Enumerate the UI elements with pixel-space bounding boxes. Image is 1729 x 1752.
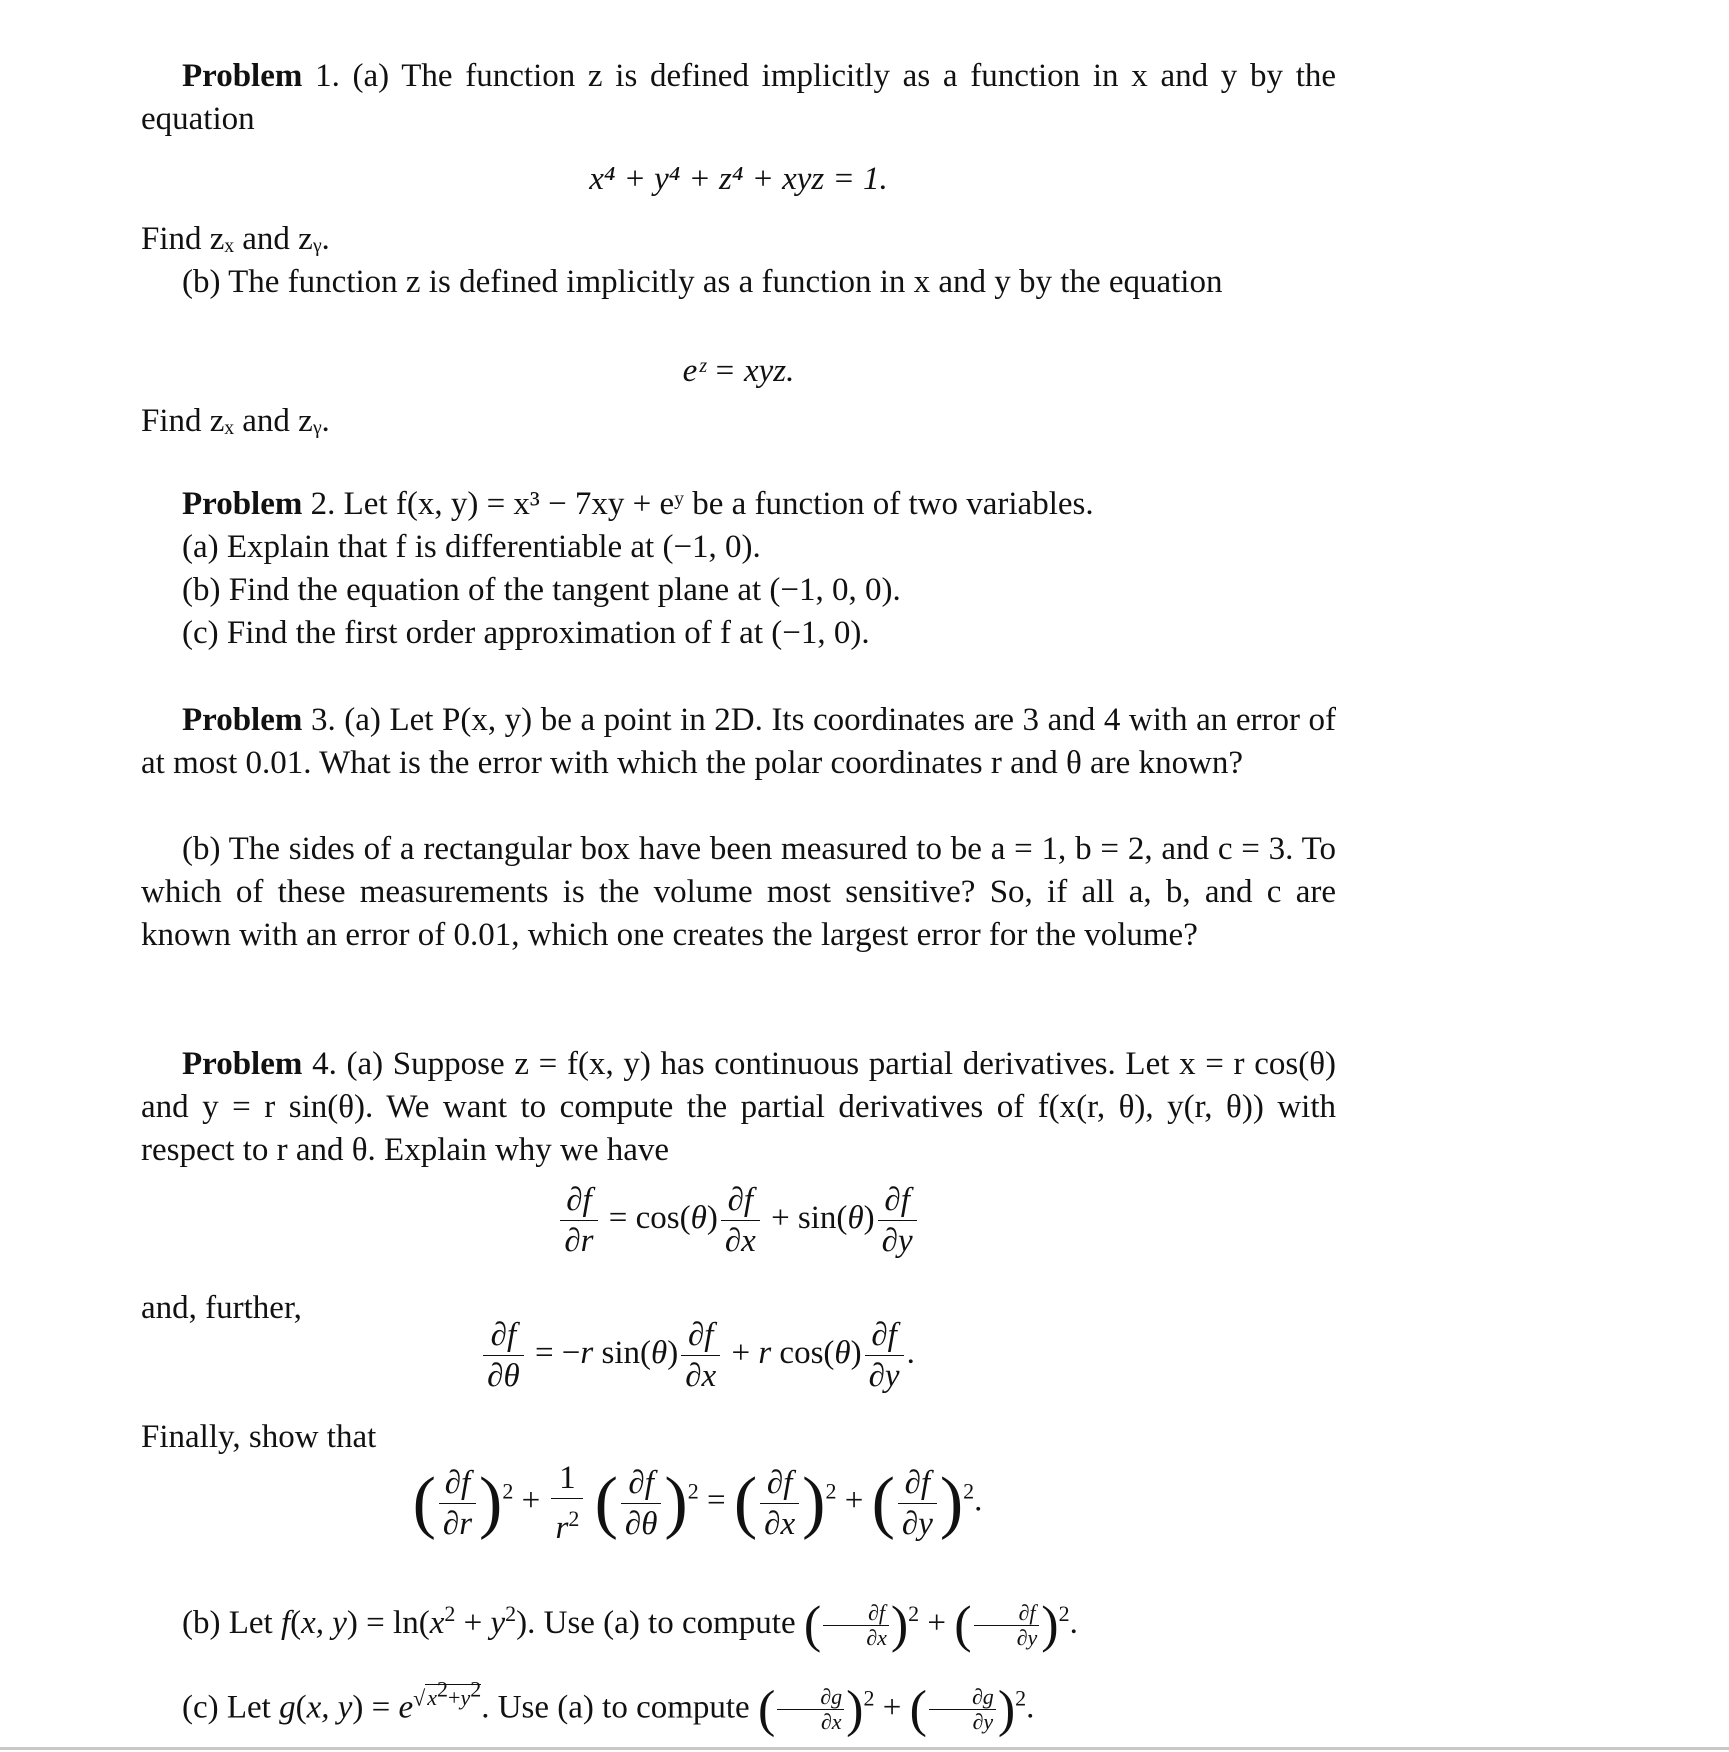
problem1-intro (141, 55, 1336, 141)
problem1-find-a: Find zₓ and zᵧ. (141, 221, 330, 257)
problem4-intro: Problem 4. (a) Suppose z = f(x, y) has continuous partial derivatives. Let x = r cos(θ) and y = r sin(θ). We want to compute the partial derivatives of f(x(r, θ), y(r, θ)) with respect to r and θ. Explain why we have (141, 1046, 1336, 1168)
problem2-part-a: (a) Explain that f is differentiable at (−1, 0). (182, 529, 761, 565)
problem1-find-b: Find zₓ and zᵧ. (141, 403, 330, 439)
problem1-equation-b: eᶻ = xyz. (682, 353, 795, 389)
problem4-equation-2: $\frac{\partial f}{\partial\theta}$ = −r sin(θ) $\frac{\partial f}{\partial x}$ + r cos(θ) $\frac{\partial f}{\partial y}$ . (100, 1315, 1295, 1396)
problem2-number: 2. (310, 486, 336, 522)
problem4-part-b: (b) Let f(x, $y) = \ln(x^2 + y^2)$. Use (a) to compute ( $\frac{\partial f}{\partial x}$ )$^2$ + ( $\frac{\partial f}{\partial y}$ )$^2$. (182, 1596, 1078, 1654)
problem4-number: 4. (312, 1046, 337, 1082)
problem3-part-a: Problem 3. (a) Let P(x, y) be a point in 2D. Its coordinates are 3 and 4 with an error of at most 0.01. What is the error with which the polar coordinates r and θ are known? (141, 702, 1337, 781)
problem1-intro-b: (b) The function z is defined implicitly as a function in x and y by the equation (182, 264, 1223, 300)
problem2-label: Problem (182, 486, 303, 522)
problem3-label: Problem (182, 702, 303, 738)
problem2-part-c: (c) Find the first order approximation of f at (−1, 0). (182, 615, 870, 651)
problem3-part-b: (b) The sides of a rectangular box have been measured to be a = 1, b = 2, and c = 3. To which of these measurements is the volume most sensitive? So, if all a, b, and c are known with an error of 0.01, which one creates the largest error for the volume? (141, 831, 1336, 953)
problem1-label: Problem (182, 58, 303, 94)
bottom-divider (0, 1747, 1729, 1750)
problem3-number: 3. (310, 702, 336, 738)
problem4-finally: Finally, show that (141, 1419, 377, 1455)
problem4-equation-3: ( $\frac{\partial f}{\partial r}$ )$^2$ + $\frac{1}{r^2}$ ( $\frac{\partial f}{\partial\theta}$ )$^2$ = ( $\frac{\partial f}{\partial x}$ )$^2$ + ( $\frac{\partial f}{\partial y}$ )$^2$. (412, 1460, 983, 1546)
problem4-and-further: and, further, (141, 1290, 302, 1326)
problem1-intro-a: (a) The function z is defined implicitly as a function in x and y by the equation (141, 58, 1337, 137)
problem2-intro: Problem 2. Let f(x, y) = x³ − 7xy + eʸ be a function of two variables. (182, 486, 1094, 522)
problem4-part-c: (c) Let g(x, $y) = e^{√x^2+y^2}$. Use (a) to compute ( $\frac{\partial g}{\partial x}$ )$^2$ + ( $\frac{\partial g}{\partial y}$ )$^2$. (182, 1677, 1035, 1738)
problem2-part-b: (b) Find the equation of the tangent plane at (−1, 0, 0). (182, 572, 901, 608)
problem1-number: 1. (315, 58, 340, 94)
problem4-label: Problem (182, 1046, 303, 1082)
problem4-equation-1: $\frac{\partial f}{\partial r}$ = cos(θ) $\frac{\partial f}{\partial x}$ + sin(θ) $\frac{\partial f}{\partial y}$ (141, 1180, 1336, 1261)
problem1-equation-a: x⁴ + y⁴ + z⁴ + xyz = 1. (589, 161, 888, 197)
